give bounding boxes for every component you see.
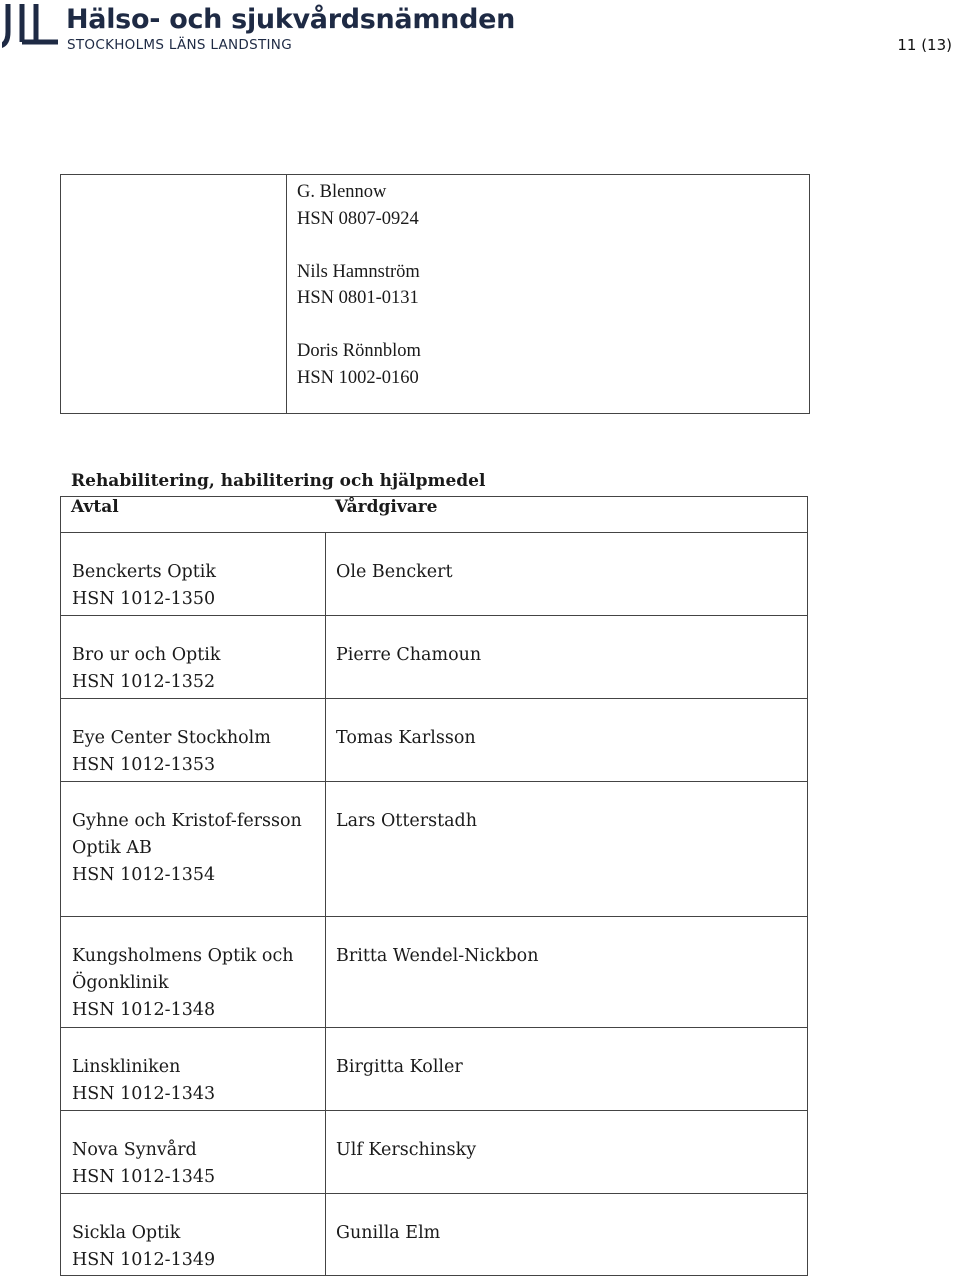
column-header-vardgivare: Vårdgivare [335,497,438,517]
names-box-divider [286,175,287,413]
case-number: HSN 1012-1349 [72,1250,216,1270]
names-box [60,174,810,414]
section-heading: Rehabilitering, habilitering och hjälpmedel [71,471,486,491]
names-entry [297,179,421,232]
case-number: HSN 0801-0131 [297,288,419,308]
avtal-cell [72,943,294,1024]
table-row [61,532,807,616]
provider-name: Linskliniken [72,1057,181,1077]
avtal-cell [72,1054,215,1108]
page-number: 11 (13) [897,36,952,54]
avtal-cell [72,1137,215,1191]
case-number: HSN 1012-1348 [72,1000,216,1020]
names-entry [297,338,421,391]
table-row [61,916,807,1028]
vardgivare-cell: Birgitta Koller [336,1057,463,1077]
avtal-cell [72,808,302,889]
vardgivare-cell: Ulf Kerschinsky [336,1140,477,1160]
case-number: HSN 1012-1343 [72,1084,216,1104]
case-number: HSN 1012-1345 [72,1167,216,1187]
table-row [61,1027,807,1111]
provider-name-cont: Ögonklinik [72,973,169,993]
table-row [61,1110,807,1194]
names-entry [297,259,421,312]
table-row [61,698,807,782]
org-subtitle: STOCKHOLMS LÄNS LANDSTING [67,37,292,53]
case-number: HSN 1012-1352 [72,672,216,692]
avtal-cell [72,725,271,779]
provider-name: Bro ur och Optik [72,645,221,665]
provider-table [60,496,808,1276]
provider-name-cont: Optik AB [72,838,152,858]
vardgivare-cell: Lars Otterstadh [336,811,478,831]
avtal-cell [72,642,220,696]
names-list [297,179,421,391]
table-row [61,615,807,699]
provider-name: Sickla Optik [72,1223,181,1243]
provider-name: Kungsholmens Optik och [72,946,294,966]
sll-logo-icon [2,2,60,50]
person-name: Nils Hamnström [297,261,420,282]
case-number: HSN 1012-1354 [72,865,216,885]
person-name: Doris Rönnblom [297,341,421,361]
table-row [61,781,807,917]
case-number: HSN 0807-0924 [297,208,419,229]
vardgivare-cell: Ole Benckert [336,562,453,582]
table-header-line [61,496,807,497]
case-number: HSN 1012-1350 [72,589,216,609]
provider-name: Eye Center Stockholm [72,728,271,748]
table-row [61,1193,807,1277]
case-number: HSN 1012-1353 [72,755,216,775]
provider-name: Gyhne och Kristof-fersson [72,811,302,831]
column-header-avtal: Avtal [71,497,119,517]
vardgivare-cell: Tomas Karlsson [336,728,476,748]
vardgivare-cell: Pierre Chamoun [336,645,482,665]
vardgivare-cell: Britta Wendel-Nickbon [336,946,539,966]
provider-name: Nova Synvård [72,1140,197,1160]
avtal-cell [72,559,216,613]
vardgivare-cell: Gunilla Elm [336,1223,441,1243]
provider-name: Benckerts Optik [72,562,216,582]
org-logo [0,2,516,53]
org-name: Hälso- och sjukvårdsnämnden [66,4,516,35]
person-name: G. Blennow [297,182,387,202]
case-number: HSN 1002-0160 [297,367,419,388]
avtal-cell [72,1220,215,1274]
